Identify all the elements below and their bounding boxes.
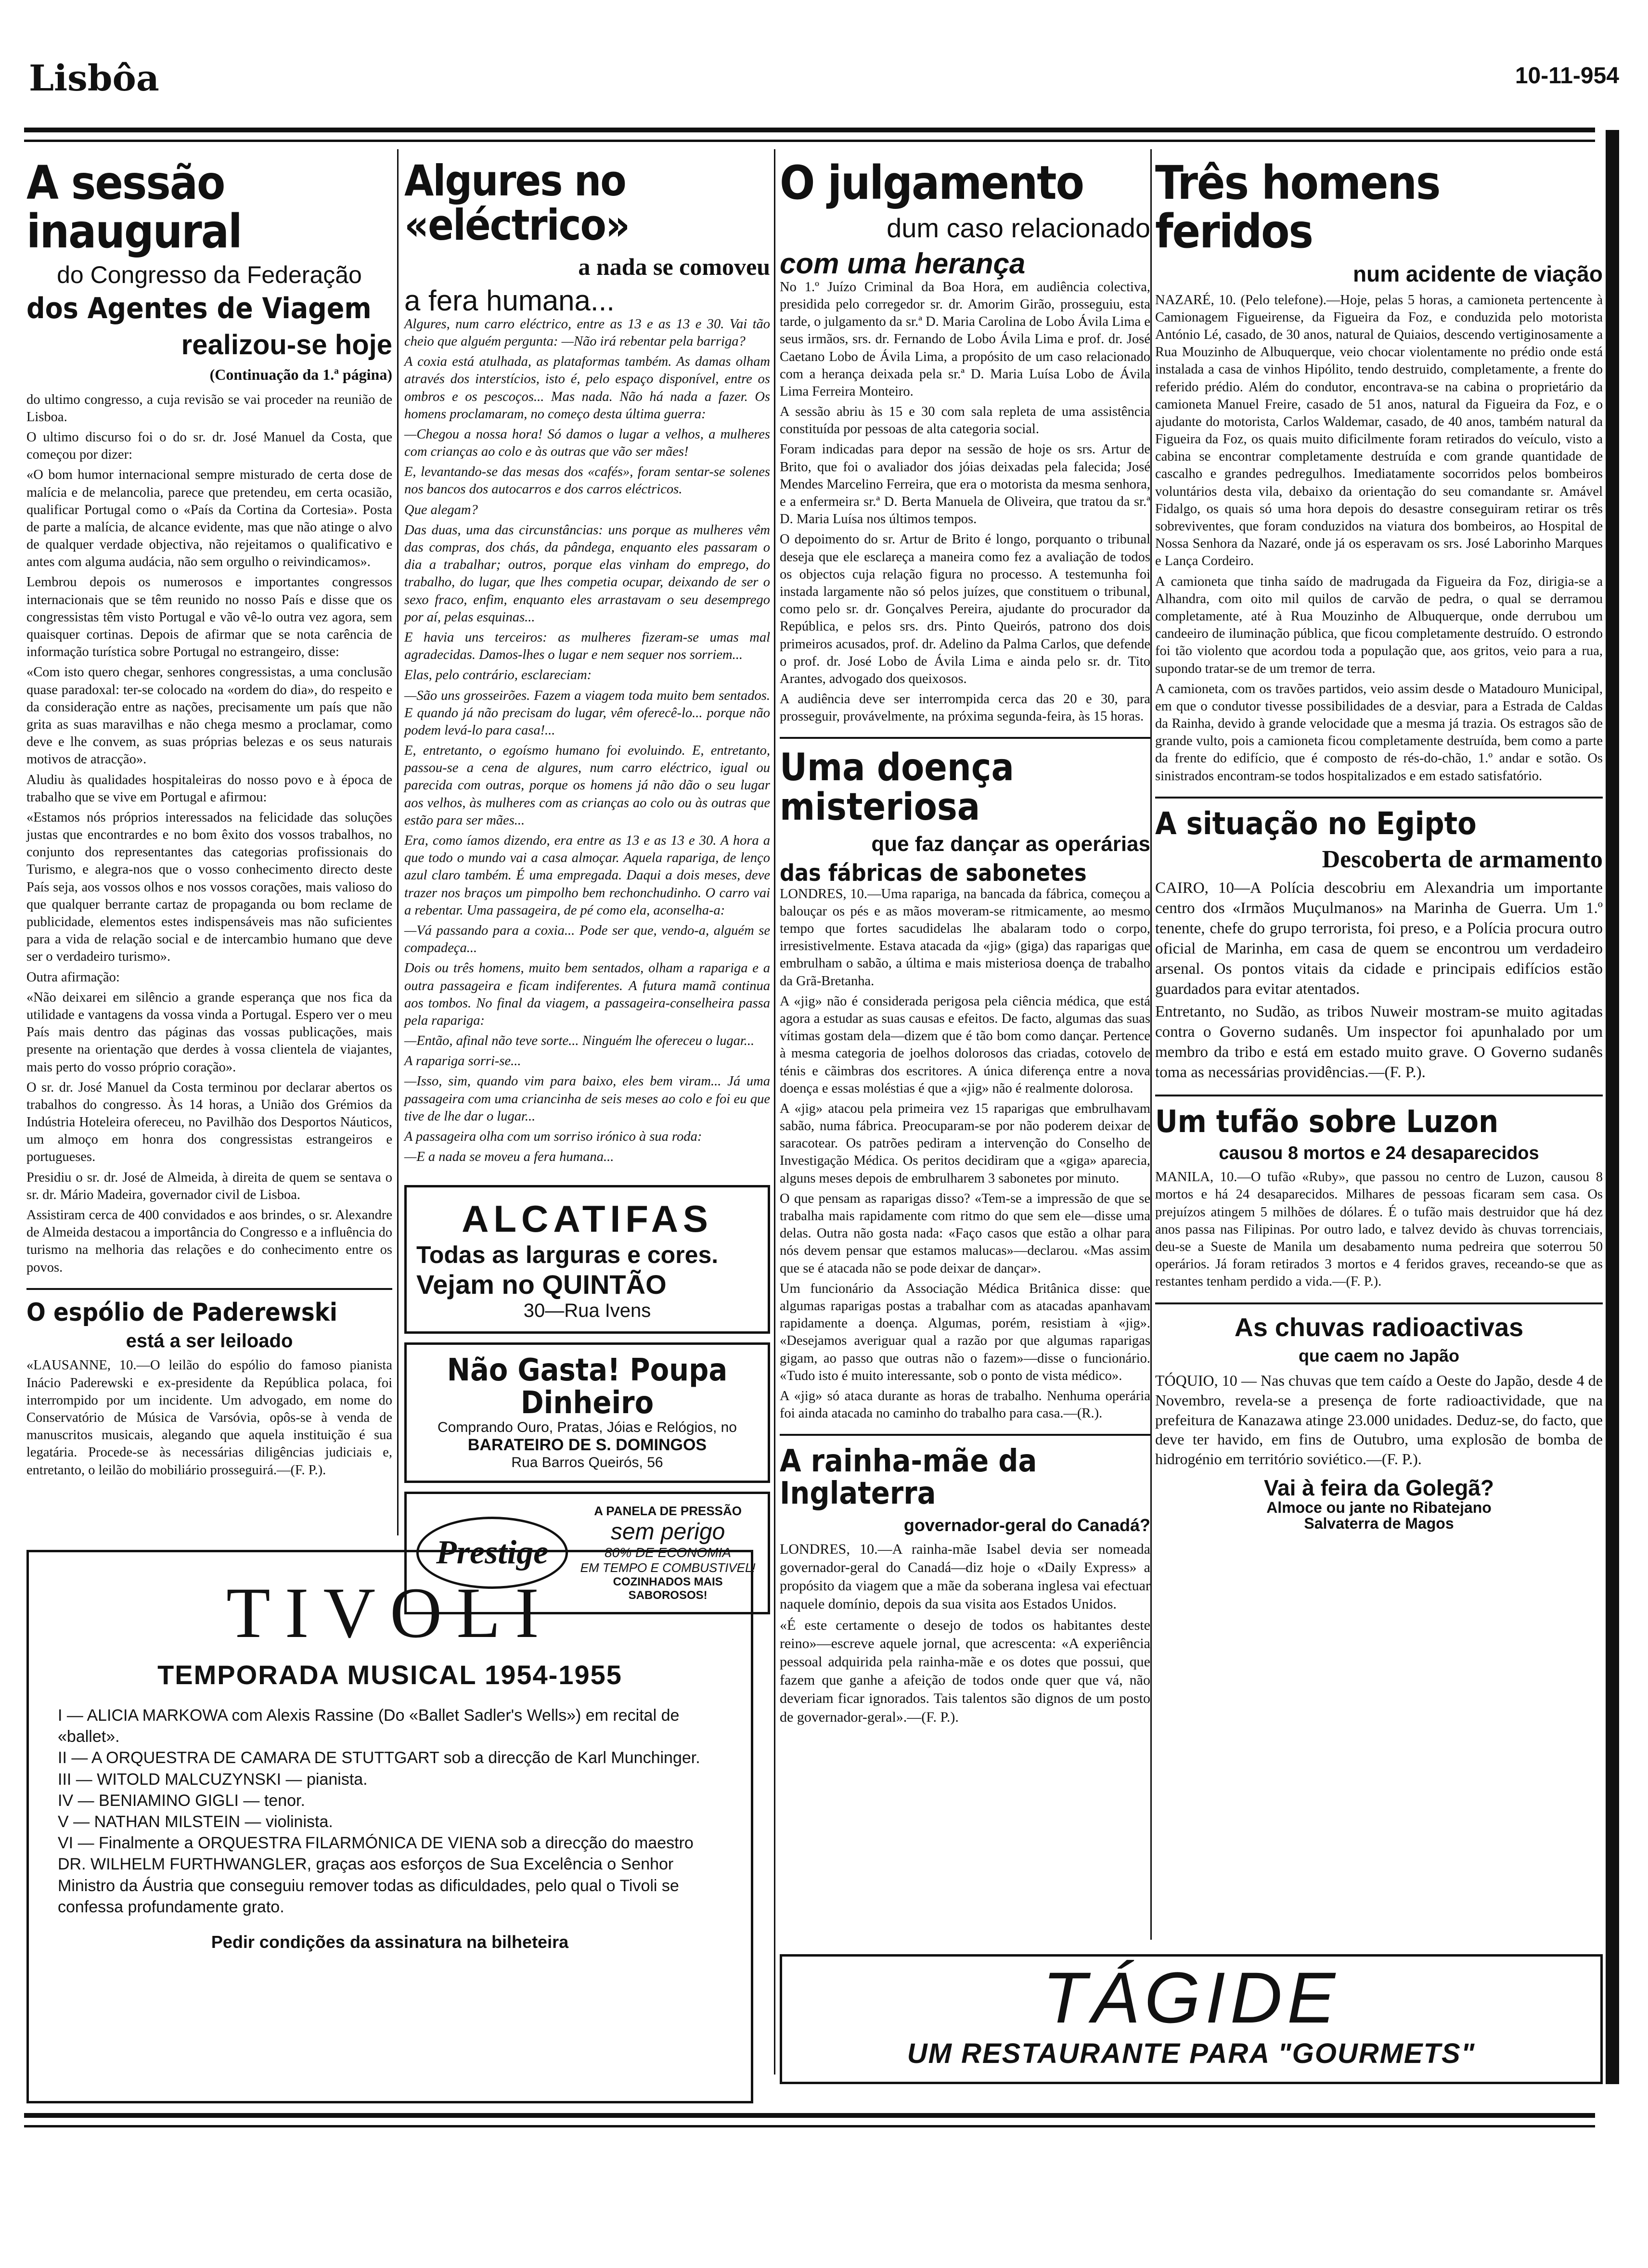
ad-line: A PANELA DE PRESSÃO [594,1503,742,1518]
article-subtitle: governador-geral do Canadá? [903,1515,1150,1535]
ad-title: Vai à feira da Golegã? [1263,1475,1494,1501]
paragraph: E, levantando-se das mesas dos «cafés», foram sentar-se solenes nos bancos dos autocarros e dos carros eléctricos. [404,464,770,497]
paragraph: Dois ou três homens, muito bem sentados, olham a rapariga e a outra passageira e ficam indiferentes. A futura mamã continua aos tombos. No final da viagem, a passageira-conselheira passa pela rapariga: [404,961,770,1028]
paragraph: Um funcionário da Associação Médica Britânica disse: que algumas raparigas postas a trabalhar com as atacadas apanhavam rapidamente a doença. Algumas, porém, resistiam à «jig». «Desejamos averiguar qual a razão por que algumas raparigas gigam, ao passo que outras não o fazem»—disse o funcionário. «Tudo isto é muito interessante, sob o ponto de vista médico». [780,1281,1150,1383]
article-congresso [26,156,392,1276]
paragraph: E havia uns terceiros: as mulheres fizeram-se umas mal agradecidas. Damos-lhes o lugar e nem sequer nos sorriem... [404,630,770,663]
footer-rule-bottom [24,2125,1595,2127]
article-subtitle: dos Agentes de Viagem [26,291,372,325]
article-title: As chuvas radioactivas [1234,1313,1524,1342]
article-separator [780,1434,1150,1436]
column-divider-3 [1150,149,1152,1940]
article-title: A rainha-mãe da Inglaterra [780,1443,1037,1512]
paragraph: A coxia está atulhada, as plataformas também. As damas olham através dos interstícios, isto é, pelo espaço disponível, entre os ombros e os pescoços... Mas nada. Não há nada a fazer. Os homens proclamaram, no começo desta última guerra: [404,354,770,422]
ad-line: BARATEIRO DE S. DOMINGOS [467,1435,707,1454]
article-subtitle: num acidente de viação [1353,261,1603,286]
article-title: O espólio de Paderewski [26,1298,337,1327]
paragraph: O depoimento do sr. Artur de Brito é longo, porquanto o tribunal deseja que ele esclareça a maneira como fez a avaliação de todos os objectos cuja relação figura no processo. A testemunha foi instada largamente não só pelos juízes, que constituem o tribunal, como pelo sr. dr. Gonçalves Pereira, ajudante do procurador da República, e pelos srs. drs. Pinto Queirós, patrono dos dois primeiros acusados, prof. dr. Adelino da Palma Carlos, que defende o prof. dr. José Lobo de Ávila Lima e ainda pelo sr. dr. Tito Arantes, advogado dos queixosos. [780,532,1150,686]
article-subtitle: a nada se comoveu [578,253,770,280]
program-item: I — ALICIA MARKOWA com Alexis Rassine (Do «Ballet Sadler's Wells») em recital de «ballet». [58,1706,680,1746]
ad-line: COZINHADOS MAIS SABOROSOS! [613,1575,723,1602]
article-subtitle: do Congresso da Federação [57,261,362,288]
article-separator [1155,797,1603,799]
program-item: VI — Finalmente a ORQUESTRA FILARMÓNICA DE VIENA sob a direcção do maestro DR. WILHELM FURTHWANGLER, graças aos esforços de Sua Excelência o Senhor Ministro da Áustria que conseguiu remover todas as dificuldades, pelo qual o Tivoli se confessa profundamente grato. [58,1834,694,1916]
paragraph: do ultimo congresso, a cuja revisão se vai proceder na reunião de Lisboa. [26,392,392,425]
paragraph: A passageira olha com um sorriso irónico à sua roda: [404,1129,702,1145]
paragraph: A «jig» atacou pela primeira vez 15 raparigas que embrulhavam sabão, numa fábrica. Preocuparam-se por não poderem deixar de saracotear. Os patrões pediram a intervenção do Conselho de Investigação Médica. Os peritos decidiram que a «giga» aparecia, alguns meses depois de embrulharem 3 sabonetes por minuto. [780,1101,1150,1186]
paragraph: Entretanto, no Sudão, as tribos Nuweir mostram-se muito agitadas contra o Governo sudanês. Um inspector foi apunhalado por um membro da tribo e está em estado muito grave. O Governo sudanês toma as necessárias providências.—(F. P.). [1155,1003,1603,1082]
article-title: Três homens feridos [1155,156,1440,258]
paragraph: LONDRES, 10.—Uma rapariga, na bancada da fábrica, começou a balouçar os pés e as mãos moveram-se ritmicamente, ao mesmo tempo que fortes sacudidelas lhe abalaram todo o corpo, irresistivelmente. Estava atacada da «jig» (giga) das raparigas que embrulham o sabão, a última e mais misteriosa doença de trabalho da Grã-Bretanha. [780,886,1150,989]
article-separator [1155,1302,1603,1304]
paragraph: Era, como íamos dizendo, era entre as 13 e as 13 e 30. A hora a que todo o mundo vai a casa almoçar. Aquela rapariga, de lenço azul claro também. É uma empregada. Daqui a dois meses, deve trazer nos braços um pimpolho bem rechonchudinho. O carro vai a rebentar. Uma passageira, de pé como ela, aconselha-a: [404,833,770,918]
paragraph: «LAUSANNE, 10.—O leilão do espólio do famoso pianista Inácio Paderewski e ex-presidente da República polaca, foi interrompido por um incidente. Um advogado, em nome do Conservatório de Música de Varsóvia, opôs-se à venda de manuscritos musicais, alegando que aquela instituição é sua legatária. Procede-se às necessárias diligências judiciais e, entretanto, o leilão do mobiliário prosseguirá.—(F. P.). [26,1358,392,1478]
header-rule-bottom [24,140,1595,142]
article-title: Uma doença misteriosa [780,746,1014,829]
paragraph: «Não deixarei em silêncio a grande esperança que nos fica da utilidade e vantagens da vossa vinda a Portugal. Espero ver o meu País mais dentro das páginas das vossas publicações, mais presente na orientação que derdes à vossa clientela de viajantes, mais perto do vosso próprio coração». [26,990,392,1075]
ad-line: Almoce ou jante no Ribatejano [1266,1498,1492,1516]
article-subtitle: dum caso relacionado [887,212,1150,243]
ad-line: Todas as larguras e cores. [416,1241,719,1269]
prestige-logo: Prestige [416,1517,568,1589]
paragraph: —E a nada se moveu a fera humana... [404,1149,614,1165]
paragraph: «Com isto quero chegar, senhores congressistas, a uma conclusão quase paradoxal: ter-se colocado na «ordem do dia», do respeito e da consideração entre as nações, precisamente um país que não grita as suas maravilhas e não chega mesmo a proclamar, como deve e lhe convem, as suas próprias belezas e os seus naturais motivos de atracção». [26,665,392,767]
column-divider-1 [397,149,399,1535]
column-2 [404,156,770,1614]
ad-title: TÁGIDE [1042,1957,1340,2038]
paragraph: —Então, afinal não teve sorte... Ninguém lhe ofereceu o lugar... [404,1033,755,1049]
paragraph: «É este certamente o desejo de todos os habitantes deste reino»—escreve aquele jornal, que acrescenta: «A experiência pessoal adquirida pela rainha-mãe e os dotes que possui, que fazem que ganhe a afeição de todos onde quer que vá, não deveriam ficar ignorados. Tais talentos são dignos de um posto de governador-geral».—(F. P.). [780,1617,1150,1725]
masthead: Lisbôa [29,58,159,99]
paragraph: Das duas, uma das circunstâncias: uns porque as mulheres vêm das compras, dos chás, da pândega, enquanto eles passaram o dia a trabalhar; outros, porque elas vinham do emprego, do trabalho, do lugar, que lhes competia ocupar, deixando de ser o sexo fraco, enfim, enquanto eles arrastavam o seu desemprego por aí, pelas esquinas... [404,522,770,625]
paragraph: O ultimo discurso foi o do sr. dr. José Manuel da Costa, que começou por dizer: [26,429,392,463]
paragraph: A «jig» só ataca durante as horas de trabalho. Nenhuma operária foi ainda atacada no caminho do trabalho para casa.—(R.). [780,1388,1150,1421]
column-1 [26,156,392,1482]
ad-title: ALCATIFAS [462,1198,713,1240]
article-subtitle: causou 8 mortos e 24 desaparecidos [1219,1143,1539,1164]
paragraph: Algures, num carro eléctrico, entre as 13 e as 13 e 30. Vai tão cheio que alguém pergunta: —Não irá rebentar pela barriga? [404,316,770,349]
article-subtitle: com uma herança [780,247,1026,280]
article-subtitle: que caem no Japão [1298,1346,1460,1366]
article-rainha-mae [780,1445,1150,1726]
article-paderewski [26,1300,392,1479]
article-electrico [404,156,770,1166]
paragraph: «Estamos nós próprios interessados na felicidade das soluções justas que encontrardes e no bom êxito dos vossos trabalhos, no conjunto dos representantes das categorias profissionais do Turismo, e alegra-nos que o vosso conhecimento directo deste País seja, aos vossos olhos e nos vossos corações, mais valioso do que qualquer berrante cartaz de propaganda ou bom reclame de publicidade, elementos estes indispensáveis mas não suficientes para a vida de relação social e de intercambio humano que deve ser o verdadeiro turismo». [26,810,392,965]
column-4 [1155,156,1603,1533]
paragraph: Lembrou depois os numerosos e importantes congressos internacionais que se têm reunido no nosso País e disse que os congressistas têm visto Portugal e vão vê-lo outra vez agora, sem quaisquer cortinas. Depois de afirmar que se nota carência de informação turística sobre Portugal no estrangeiro, disse: [26,575,392,660]
ad-line: EM TEMPO E COMBUSTIVEL! [580,1560,756,1575]
article-julgamento [780,156,1151,725]
header-rule-top [24,128,1595,132]
article-separator [1155,1095,1603,1096]
article-subtitle: que faz dançar as operárias [871,832,1150,856]
paragraph: O sr. dr. José Manuel da Costa terminou por declarar abertos os trabalhos do congresso. Às 14 horas, a União dos Grémios da Indústria Hoteleira ofereceu, no Pavilhão dos Desportos Náuticos, um almoço em honra dos congressistas estrangeiros e portugueses. [26,1080,392,1165]
article-subtitle: a fera humana... [404,284,615,317]
article-chuvas [1155,1314,1603,1469]
paragraph: —Vá passando para a coxia... Pode ser que, vendo-a, alguém se compadeça... [404,923,770,956]
article-separator [780,737,1150,739]
article-subtitle: Descoberta de armamento [1322,846,1603,874]
paragraph: MANILA, 10.—O tufão «Ruby», que passou no centro de Luzon, causou 8 mortos e há 24 desaparecidos. Milhares de pessoas ficaram sem casa. Os prejuízos atingem 5 milhões de dólares. É o tufão mais destruidor que há dez anos passa nas Filipinas. Por outro lado, e talvez devido às chuvas torrenciais, deu-se a Sueste de Manila um desabamento numa pedreira que soterrou 50 operários. Já foram retirados 3 mortos e 4 feridos graves, receando-se que as restantes tenham perdido a vida.—(F. P.). [1155,1170,1603,1289]
paragraph: Aludiu às qualidades hospitaleiras do nosso povo e à época de trabalho que se vive em Portugal e afirmou: [26,772,392,805]
paragraph: Outra afirmação: [26,969,120,985]
program-item: II — A ORQUESTRA DE CAMARA DE STUTTGART sob a direcção de Karl Munchinger. [58,1749,700,1767]
right-margin-bar [1606,130,1619,2084]
paragraph: E, entretanto, o egoísmo humano foi evoluindo. E, entretanto, passou-se a cena de algures, num carro eléctrico, igual ou parecida com outras, porque os homens já não dão o seu lugar aos velhos, às mulheres com as crianças ao colo ou às outras que estão para ser mães... [404,743,770,828]
paragraph: Foram indicadas para depor na sessão de hoje os srs. Artur de Brito, que foi o avaliador dos jóias deixadas pela falecida; José Mendes Marcelino Ferreira, que era o motorista da mesma senhora, e a enfermeira sr.ª D. Berta Manuela de Oliveira, que tratou da sr.ª D. Maria Luísa nos últimos tempos. [780,442,1151,527]
article-feridos [1155,156,1603,785]
ad-alcatifas [404,1185,770,1334]
paragraph: —São uns grosseirões. Fazem a viagem toda muito bem sentados. E quando já não precisam do lugar, vêm oferecê-lo... porque não podem levá-lo para casa!... [404,688,770,738]
paragraph: —Isso, sim, quando vim para baixo, eles bem viram... Já uma passageira com uma criancinha de seis meses ao colo e foi eu que tive de lhe dar o lugar... [404,1074,770,1124]
article-title: Um tufão sobre Luzon [1155,1104,1499,1140]
paragraph: Elas, pelo contrário, esclareciam: [404,668,592,683]
paragraph: CAIRO, 10—A Polícia descobriu em Alexandria um importante centro dos «Irmãos Muçulmanos» na Marinha de Guerra. Um 1.º tenente, chefe do grupo terrorista, foi preso, e a Polícia procura outro oficial de Marinha, em casa de quem se encontrou um verdadeiro arsenal. Os pontos vitais da cidade e principais edifícios estão guardados para evitar atentados. [1155,879,1603,998]
paragraph: No 1.º Juízo Criminal da Boa Hora, em audiência colectiva, presidida pelo corregedor sr. dr. Amorim Girão, prosseguiu, esta tarde, o julgamento da sr.ª D. Maria Carolina de Lobo Ávila Lima e seus irmãos, srs. dr. Fernando de Lobo Ávila Lima e prof. dr. José Caetano Lobo de Ávila Lima, a propósito de um caso relacionado com a herança deixada pela sr.ª D. Maria Luísa Lobo de Ávila Lima Ferreira Monteiro. [780,279,1151,399]
paragraph: «O bom humor internacional sempre misturado de certa dose de malícia e de melancolia, parece que pretendeu, em certa ocasião, qualificar Portugal como o «País da Cortina da Cortesia». Posta de parte a malícia, de alcance evidente, mas que não atinge o alvo de qualquer verdade objectiva, não rejeitamos o qualificativo e antes com alguma audácia, não sem orgulho o reivindicamos». [26,467,392,570]
ad-title: Não Gasta! Poupa Dinheiro [447,1353,728,1421]
ad-subtitle: TEMPORADA MUSICAL 1954-1955 [157,1660,622,1690]
paragraph: LONDRES, 10.—A rainha-mãe Isabel devia ser nomeada governador-geral do Canadá—diz hoje o «Daily Express» a propósito da viagem que a mãe da soberana inglesa vai efectuar naquele domínio, depois da sua visita aos Estados Unidos. [780,1541,1150,1612]
paragraph: O que pensam as raparigas disso? «Tem-se a impressão de que se trabalha mais rapidamente com ritmo do que sem ele—disse uma delas. Outra não gosta nada: «Faço casos que estão a olhar para nós devem pensar que estamos malucas»—declarou. «Mas assim que se é atacada não se pode deixar de dançar». [780,1191,1150,1276]
column-divider-2 [774,149,775,2075]
paragraph: Assistiram cerca de 400 convidados e aos brindes, o sr. Alexandre de Almeida destacou a importância do Congresso e a influência do turismo na melhoria das relações e do conhecimento entre os povos. [26,1208,392,1275]
ad-tivoli [26,1550,753,2103]
ad-line: Vejam no QUINTÃO [416,1269,667,1300]
paragraph: A camioneta, com os travões partidos, veio assim desde o Matadouro Municipal, em que o condutor tivesse possibilidades de a desviar, para a Estrada de Caldas da Rainha, devido à grande velocidade que a mesma já trazia. Os estragos são de grande vulto, pois a camioneta ficou completamente destruída, bem como a parte da frente do edifício, que é composto de rés-do-chão, 1.º andar e sotão. Os sinistrados encontram-se todos hospitalizados e em estado satisfatório. [1155,681,1603,784]
paragraph: Presidiu o sr. dr. José de Almeida, à direita de quem se sentava o sr. dr. Mário Madeira, governador civil de Lisboa. [26,1170,392,1202]
article-doenca [780,748,1150,1422]
ad-poupa-dinheiro [404,1342,770,1482]
paragraph: TÓQUIO, 10 — Nas chuvas que tem caído a Oeste do Japão, desde 4 de Novembro, revela-se a presença de forte radioactividade, que na prefeitura de Kanazawa atinge 23.000 unidades. Deduz-se, do facto, que deve ter havido, em fins de Outubro, uma explosão de bomba de hidrogénio em território soviético.—(F. P.). [1155,1372,1603,1468]
article-subtitle: está a ser leiloado [126,1330,293,1352]
article-luzon [1155,1106,1603,1291]
article-title: Algures no «eléctrico» [404,156,630,250]
ad-line: Salvaterra de Magos [1304,1515,1454,1533]
ad-subtitle: UM RESTAURANTE PARA "GOURMETS" [907,2038,1476,2069]
article-title: A sessão inaugural [26,156,242,258]
program-item: V — NATHAN MILSTEIN — violinista. [58,1812,333,1831]
footer-rule-top [24,2113,1595,2118]
ad-address: Rua Barros Queirós, 56 [511,1454,663,1470]
article-subtitle: das fábricas de sabonetes [780,860,1087,887]
issue-date: 10-11-954 [1515,63,1619,89]
continuation-note: (Continuação da 1.ª página) [209,365,392,383]
ad-footer: Pedir condições da assinatura na bilheteira [211,1932,569,1952]
column-3 [780,156,1151,1729]
article-title: O julgamento [780,156,1083,210]
ad-line: Comprando Ouro, Pratas, Jóias e Relógios, no [438,1419,737,1435]
program-item: III — WITOLD MALCUZYNSKI — pianista. [58,1770,368,1789]
paragraph: A audiência deve ser interrompida cerca das 20 e 30, para prosseguir, provávelmente, na próxima segunda-feira, às 15 horas. [780,692,1150,724]
ad-title: TIVOLI [226,1573,554,1653]
paragraph: NAZARÉ, 10. (Pelo telefone).—Hoje, pelas 5 horas, a camioneta pertencente à Camionagem Figueirense, da Figueira da Foz, e conduzida pelo motorista António Lé, casado, de 30 anos, natural de Quiaios, descendo vertiginosamente a Rua Mouzinho de Albuquerque, veio chocar violentamente no prédio onde está instalada a casa de vinhos Hipólito, tendo destruido, completamente, a frente do referido prédio. Além do condutor, encontrava-se na cabina o proprietário da camioneta Manuel Freire, casado de 51 anos, natural da Figueira da Foz, e o ajudante do motorista, Carlos Waldemar, casado, de 40 anos, também natural da Figueira da Foz, os quais muito dificilmente foram retirados do veículo, visto a cabina se encontrar completamente destruída e com grande quantidade de cascalho e grandes pedregulhos. Imediatamente socorridos pelos bombeiros voluntários desta vila, debaixo da orientação do seu comandante sr. Amável Fidalgo, os quais só uma hora depois do desastre conseguiram retirar os três sobreviventes, que foram conduzidos na viatura dos bombeiros, ao Hospital de Nossa Senhora da Nazaré, onde já os esperavam os srs. José Laborinho Marques e Lança Cordeiro. [1155,292,1603,569]
ad-address: 30—Rua Ivens [523,1300,651,1322]
paragraph: A sessão abriu às 15 e 30 com sala repleta de uma assistência constituída por pessoas de alta categoria social. [780,404,1150,437]
article-title: A situação no Egipto [1155,806,1477,842]
paragraph: A rapariga sorri-se... [404,1054,521,1069]
page-header [29,58,1619,111]
paragraph: A «jig» não é considerada perigosa pela ciência médica, que está agora a estudar as suas causas e efeitos. De facto, algumas das suas vítimas gostam dela—dizem que é tão bom como dançar. Pertence à mesma categoria de joelhos dolorosos das criadas, cotovelo de ténis e cãimbras dos escritores. A única diferença entre a nova doença e essas moléstias é que a «jig» não é realmente dolorosa. [780,993,1150,1096]
program-item: IV — BENIAMINO GIGLI — tenor. [58,1791,305,1810]
ad-tagide [780,1954,1603,2084]
paragraph: A camioneta que tinha saído de madrugada da Figueira da Foz, dirigia-se a Alhandra, com oito mil quilos de carvão de pedra, o qual se derramou completamente, até à Rua Mouzinho de Albuquerque, onde derrubou um candeeiro de iluminação pública, que ficou completamente destruído. O estrondo foi tão violento que acordou toda a população que, aos gritos, veio para a rua, supondo tratar-se de um tremor de terra. [1155,574,1603,676]
paragraph: —Chegou a nossa hora! Só damos o lugar a velhos, a mulheres com crianças ao colo e às outras que vão ser mães! [404,426,770,460]
article-separator [26,1288,392,1290]
ad-golega [1155,1476,1603,1532]
paragraph: Que alegam? [404,502,478,517]
ad-line: 80% DE ECONOMIA [605,1545,732,1560]
ad-line: sem perigo [610,1519,725,1545]
article-egipto [1155,808,1603,1083]
article-subtitle: realizou-se hoje [181,329,392,361]
